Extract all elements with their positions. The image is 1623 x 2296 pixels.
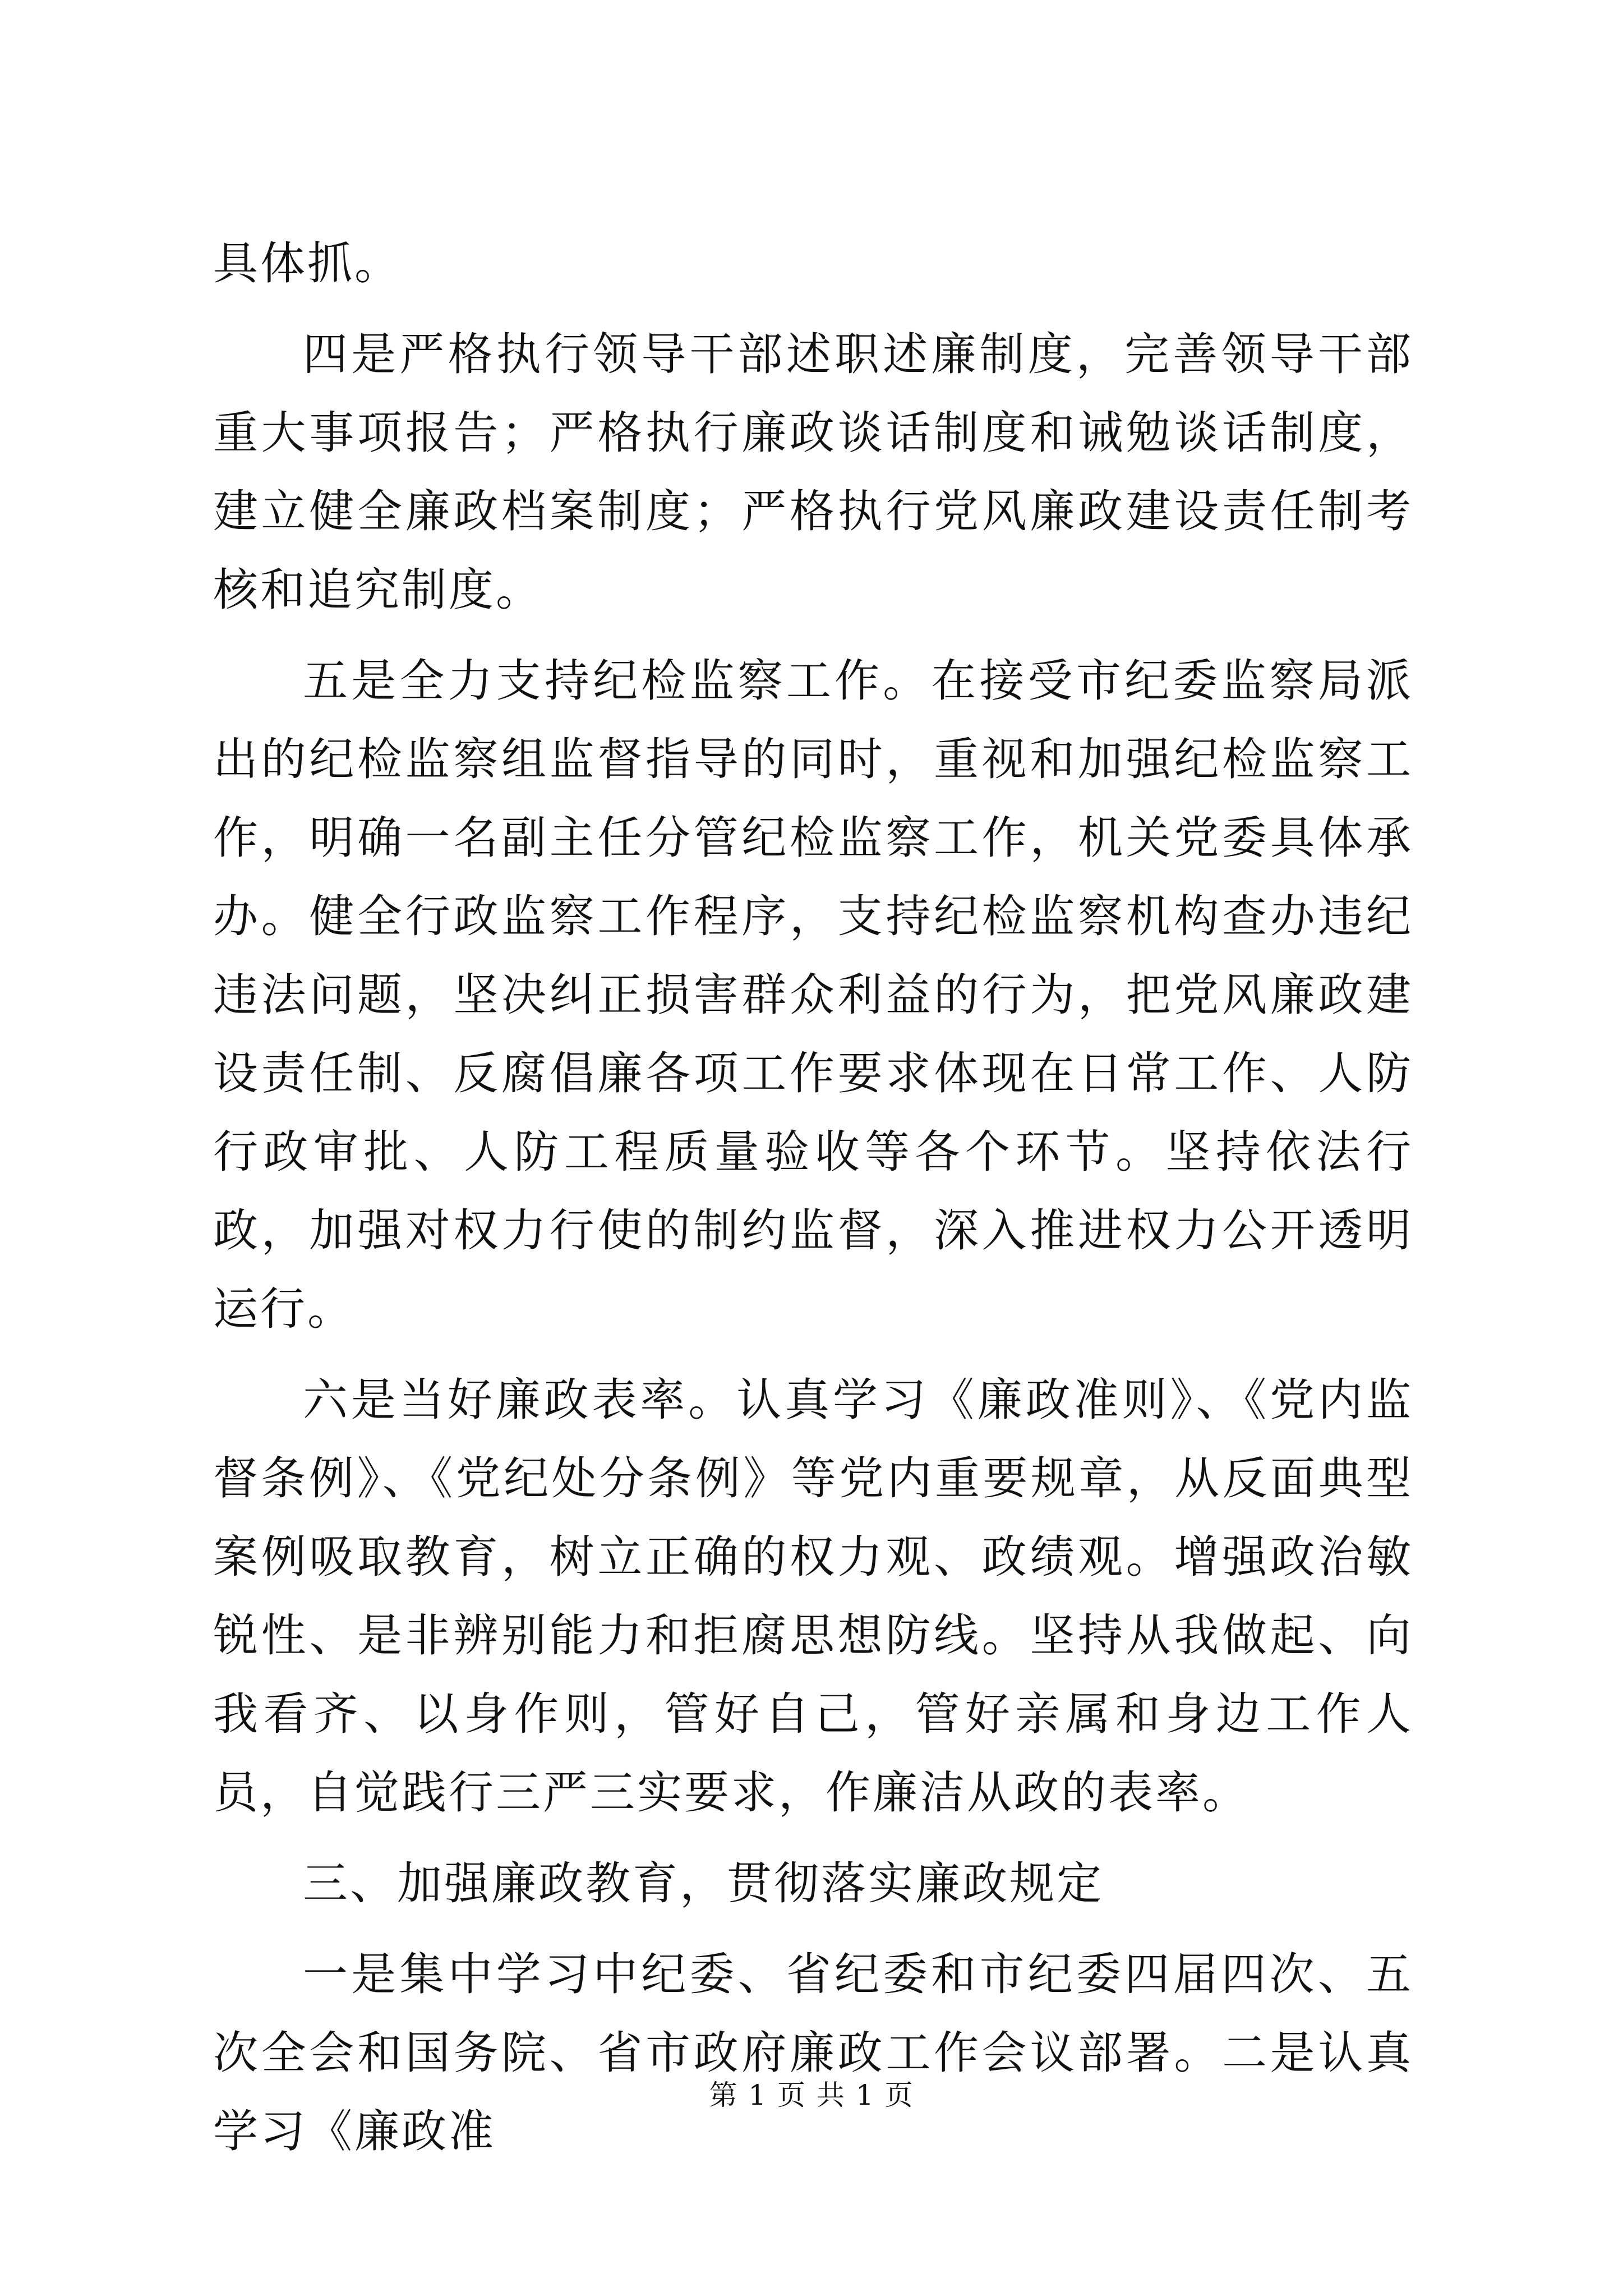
paragraph-continuation: 具体抓。 xyxy=(213,237,402,289)
paragraph-item-four: 四是严格执行领导干部述职述廉制度，完善领导干部重大事项报告；严格执行廉政谈话制度和诫勉谈话制度，建立健全廉政档案制度；严格执行党风廉政建设责任制考核和追究制度。 xyxy=(213,328,1413,616)
page-footer: 第 1 页 共 1 页 xyxy=(709,2079,914,2111)
paragraph-item-one: 一是集中学习中纪委、省纪委和市纪委四届四次、五次全会和国务院、省市政府廉政工作会议部署。二是认真学习《廉政准 xyxy=(213,1948,1413,2157)
paragraph-item-five: 五是全力支持纪检监察工作。在接受市纪委监察局派出的纪检监察组监督指导的同时，重视和加强纪检监察工作，明确一名副主任分管纪检监察工作，机关党委具体承办。健全行政监察工作程序，支持纪检监察机构查办违纪违法问题，坚决纠正损害群众利益的行为，把党风廉政建设责任制、反腐倡廉各项工作要求体现在日常工作、人防行政审批、人防工程质量验收等各个环节。坚持依法行政，加强对权力行使的制约监督，深入推进权力公开透明运行。 xyxy=(213,655,1413,1335)
document-body xyxy=(213,224,1413,2183)
section-heading: 三、加强廉政教育，贯彻落实廉政规定 xyxy=(303,1857,1104,1910)
paragraph-item-six: 六是当好廉政表率。认真学习《廉政准则》、《党内监督条例》、《党纪处分条例》等党内重要规章，从反面典型案例吸取教育，树立正确的权力观、政绩观。增强政治敏锐性、是非辨别能力和拒腐思想防线。坚持从我做起、向我看齐、以身作则，管好自己，管好亲属和身边工作人员，自觉践行三严三实要求，作廉洁从政的表率。 xyxy=(213,1374,1413,1819)
